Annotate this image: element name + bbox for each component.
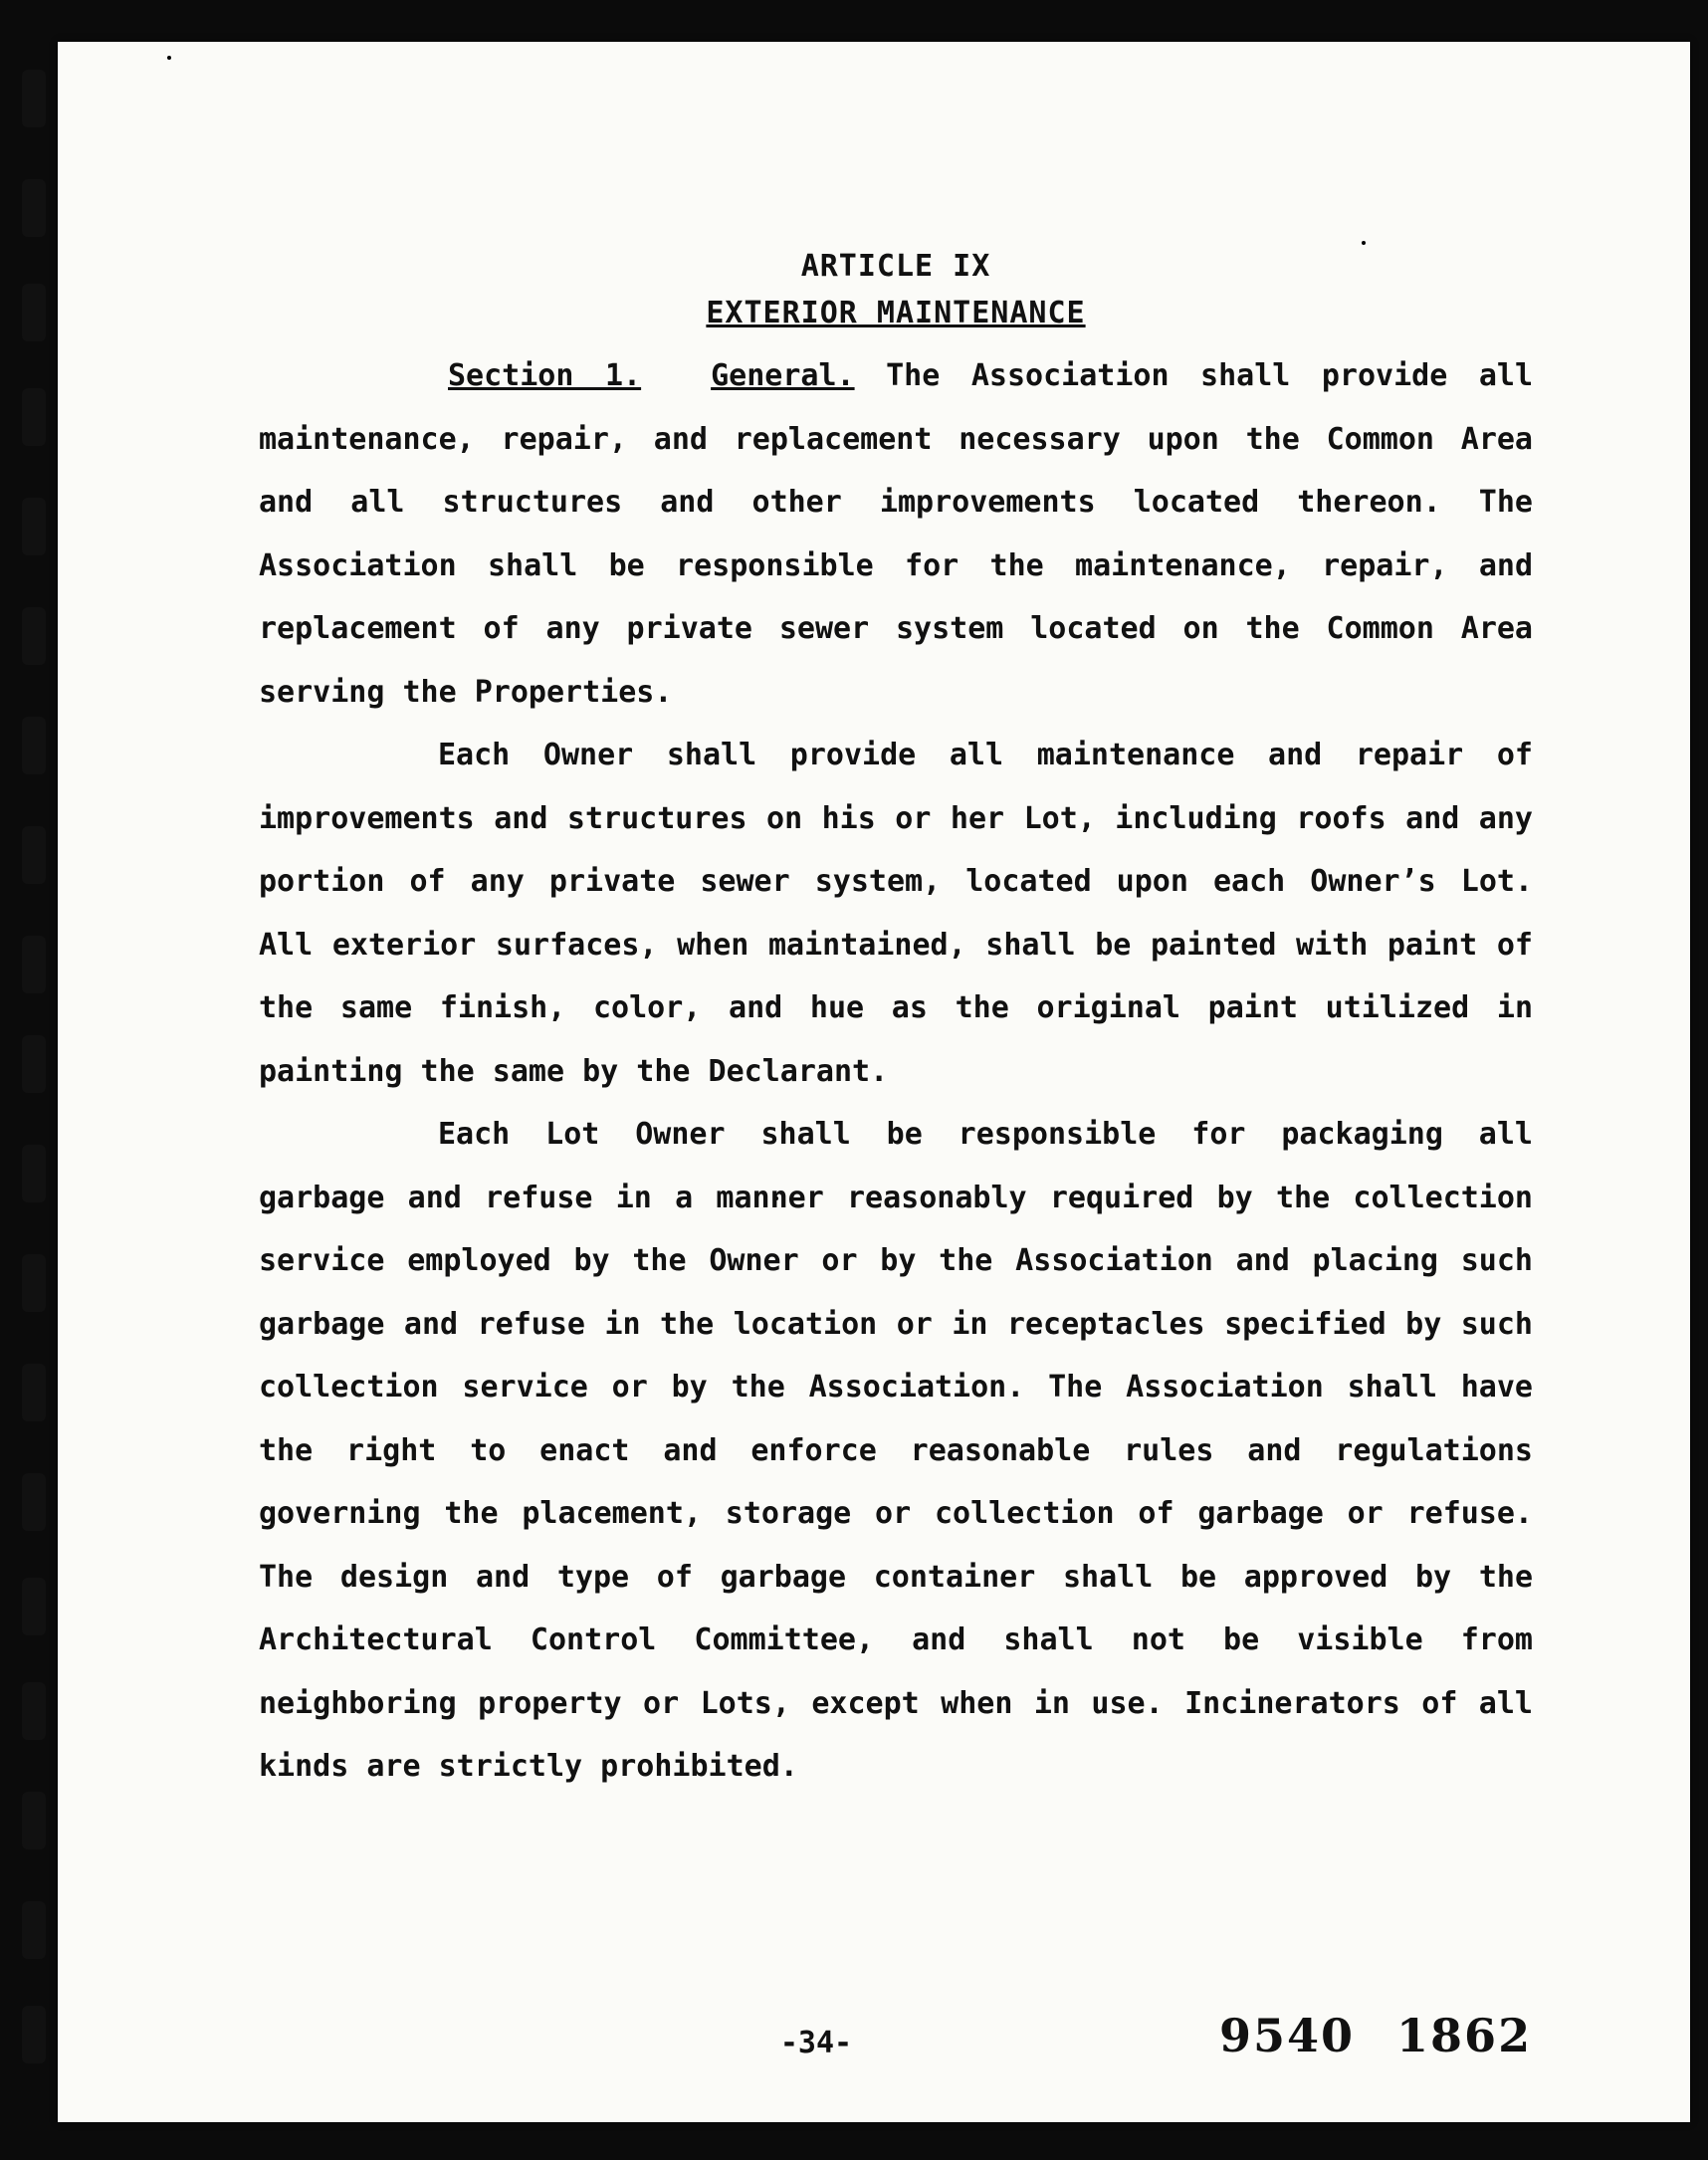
binder-hole	[22, 1473, 46, 1531]
binder-hole	[22, 388, 46, 446]
document-code: 9540 1862	[1219, 2009, 1533, 2062]
garbage-paragraph: Each Lot Owner shall be responsible for packaging all garbage and refuse in a manner reasonably required by the collection service employed by the Owner or by the Association and placing such garbage and refuse in the location or in receptacles specified by such collection service or by the Association. The Association shall have the right to enact and enforce reasonable rules and regulations governing the placement, storage or collection of garbage or refuse. The design and type of garbage container shall be approved by the Architectural Control Committee, and shall not be visible from neighboring property or Lots, except when in use. Incinerators of all kinds are strictly prohibited.	[259, 1117, 1533, 1784]
binder-hole	[22, 717, 46, 774]
article-title: ARTICLE IX	[800, 249, 991, 284]
binder-hole	[22, 179, 46, 237]
binder-hole	[22, 1682, 46, 1740]
binder-hole	[22, 936, 46, 993]
binder-hole	[22, 1901, 46, 1959]
binder-hole	[22, 2006, 46, 2063]
scan-speck	[1362, 241, 1366, 245]
owner-maintenance-paragraph: Each Owner shall provide all maintenance and repair of improvements and structures on his or her Lot, including roofs and any portion of any private sewer system, located upon each Owner’s Lot. All exterior surfaces, when maintained, shall be painted with paint of the same finish, color, and hue as the original paint utilized in painting the same by the Declarant.	[259, 738, 1533, 1089]
document-body	[259, 249, 1533, 1799]
binder-hole	[22, 1578, 46, 1635]
section-label: Section 1.	[448, 358, 642, 393]
binder-hole	[22, 826, 46, 884]
binder-hole	[22, 1254, 46, 1312]
binder-hole	[22, 1035, 46, 1093]
binder-hole	[22, 284, 46, 341]
binder-hole	[22, 498, 46, 555]
page-number: -34-	[779, 2026, 853, 2060]
scan-speck	[167, 56, 171, 60]
binder-hole	[22, 1145, 46, 1202]
section-title: General.	[711, 358, 855, 393]
binder-hole	[22, 1792, 46, 1849]
binder-holes	[20, 30, 52, 2070]
section-text: The Association shall provide all maintenance, repair, and replacement necessary upon the Common Area and all structures and other improvements located thereon. The Association shall be responsible for the maintenance, repair, and replacement of any private sewer system located on the Common Area serving the Properties.	[259, 358, 1534, 710]
binder-hole	[22, 70, 46, 127]
section-1-paragraph	[259, 344, 1533, 724]
article-subtitle: EXTERIOR MAINTENANCE	[706, 296, 1086, 330]
binder-hole	[22, 607, 46, 665]
binder-hole	[22, 1364, 46, 1421]
